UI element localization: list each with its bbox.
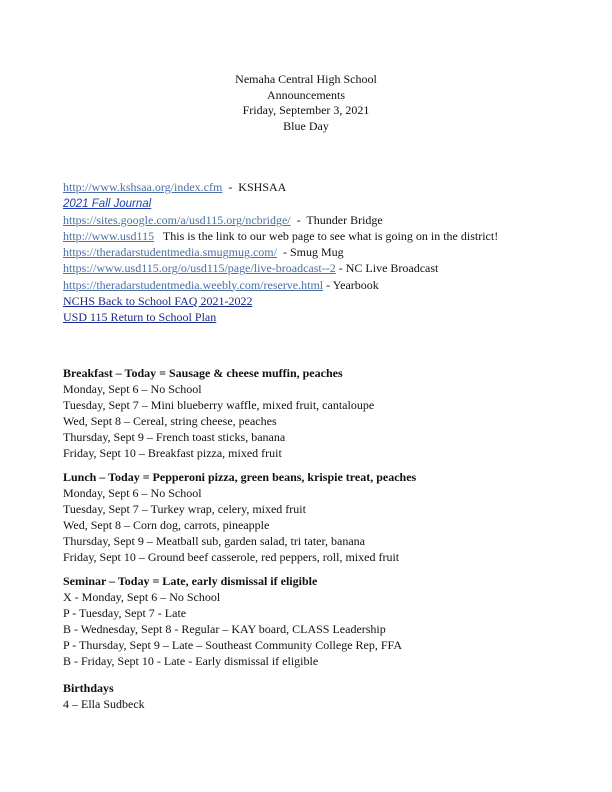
link-row-thunder-bridge: [63, 212, 603, 228]
list-item: Monday, Sept 6 – No School: [63, 382, 202, 397]
school-name: Nemaha Central High School: [235, 72, 377, 86]
link-row-yearbook: [63, 277, 603, 293]
list-item: Tuesday, Sept 7 – Turkey wrap, celery, mixed fruit: [63, 502, 306, 517]
birthdays-heading: Birthdays: [63, 681, 114, 695]
link-row-live-broadcast: [63, 260, 603, 276]
link-description: - Thunder Bridge: [290, 213, 383, 228]
breakfast-heading: Breakfast – Today = Sausage & cheese muffin, peaches: [63, 366, 343, 380]
smugmug-link[interactable]: https://theradarstudentmedia.smugmug.com/: [63, 245, 277, 260]
fall-journal-link[interactable]: 2021 Fall Journal: [63, 198, 152, 211]
list-item: Thursday, Sept 9 – Meatball sub, garden salad, tri tater, banana: [63, 534, 365, 549]
district-link[interactable]: http://www.usd115: [63, 229, 155, 244]
thunder-bridge-link[interactable]: https://sites.google.com/a/usd115.org/ncbridge/: [63, 213, 291, 228]
seminar-section: [63, 573, 603, 670]
yearbook-link[interactable]: https://theradarstudentmedia.weebly.com/reserve.html: [63, 277, 324, 292]
list-item: P - Tuesday, Sept 7 - Late: [63, 606, 187, 621]
list-item: Monday, Sept 6 – No School: [63, 486, 202, 501]
list-item: Thursday, Sept 9 – French toast sticks, banana: [63, 430, 286, 445]
breakfast-section: [63, 365, 603, 462]
list-item: Wed, Sept 8 – Cereal, string cheese, peaches: [63, 414, 277, 429]
list-item: Friday, Sept 10 – Breakfast pizza, mixed fruit: [63, 446, 282, 461]
link-row-fall-journal: [63, 195, 603, 212]
list-item: Wed, Sept 8 – Corn dog, carrots, pineapple: [63, 518, 270, 533]
link-row-faq: [63, 293, 603, 309]
link-row-district: [63, 228, 603, 244]
list-item: 4 – Ella Sudbeck: [63, 697, 145, 712]
list-item: Friday, Sept 10 – Ground beef casserole, red peppers, roll, mixed fruit: [63, 550, 400, 565]
link-description: - Yearbook: [323, 277, 379, 292]
day-color: Blue Day: [283, 118, 329, 133]
seminar-heading: Seminar – Today = Late, early dismissal if eligible: [63, 574, 318, 588]
return-to-school-plan-link[interactable]: USD 115 Return to School Plan: [63, 309, 217, 324]
list-item: Tuesday, Sept 7 – Mini blueberry waffle, mixed fruit, cantaloupe: [63, 398, 375, 413]
link-row-return-plan: [63, 309, 603, 325]
list-item: P - Thursday, Sept 9 – Late – Southeast Community College Rep, FFA: [63, 638, 402, 653]
document-title: Announcements: [267, 87, 345, 102]
kshsaa-link[interactable]: http://www.kshsaa.org/index.cfm: [63, 180, 223, 194]
link-description: - NC Live Broadcast: [335, 261, 439, 276]
links-list: [63, 179, 603, 325]
document-header: [0, 72, 612, 134]
link-row-smugmug: [63, 244, 603, 260]
back-to-school-faq-link[interactable]: NCHS Back to School FAQ 2021-2022: [63, 293, 253, 308]
document-date: Friday, September 3, 2021: [242, 103, 370, 117]
link-description: - Smug Mug: [276, 245, 344, 260]
live-broadcast-link[interactable]: https://www.usd115.org/o/usd115/page/live-broadcast--2: [63, 261, 336, 276]
lunch-heading: Lunch – Today = Pepperoni pizza, green beans, krispie treat, peaches: [63, 470, 417, 484]
list-item: B - Wednesday, Sept 8 - Regular – KAY board, CLASS Leadership: [63, 622, 386, 637]
birthdays-section: [63, 680, 603, 712]
list-item: B - Friday, Sept 10 - Late - Early dismissal if eligible: [63, 654, 319, 669]
link-description: - KSHSAA: [222, 180, 287, 194]
link-row-kshsaa: [63, 179, 603, 195]
list-item: X - Monday, Sept 6 – No School: [63, 590, 221, 605]
link-description: This is the link to our web page to see what is going on in the district!: [154, 229, 499, 244]
lunch-section: [63, 469, 603, 566]
